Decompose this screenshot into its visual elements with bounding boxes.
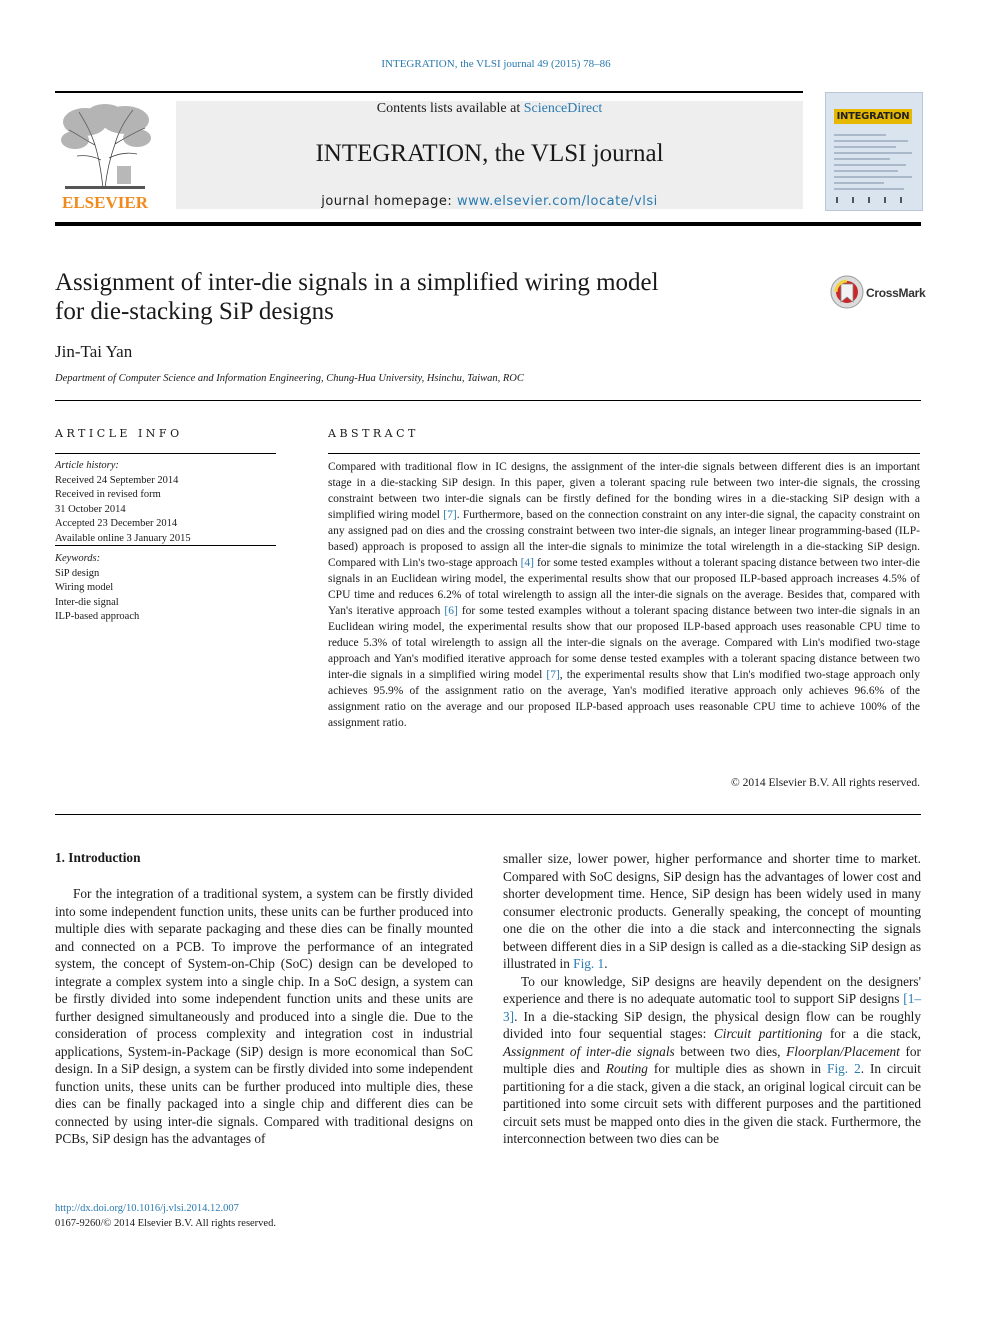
- keyword-item: ILP-based approach: [55, 611, 140, 622]
- section-heading-introduction: 1. Introduction: [55, 850, 141, 865]
- title-line-2: for die-stacking SiP designs: [55, 298, 334, 325]
- doi-link[interactable]: http://dx.doi.org/10.1016/j.vlsi.2014.12.007: [55, 1203, 239, 1214]
- masthead-top-rule: [55, 91, 803, 93]
- cover-title: INTEGRATION: [834, 109, 912, 124]
- history-item: Received in revised form: [55, 489, 161, 500]
- homepage-prefix: journal homepage:: [321, 194, 457, 209]
- crossmark-icon[interactable]: [830, 275, 864, 309]
- masthead-bottom-rule: [55, 222, 921, 226]
- abstract-copyright: © 2014 Elsevier B.V. All rights reserved.: [731, 777, 920, 789]
- intro-right-column: [503, 850, 921, 1148]
- cover-text-lines: [826, 129, 922, 209]
- author-name: Jin-Tai Yan: [55, 342, 133, 361]
- ref-link[interactable]: [1–3]: [503, 991, 921, 1024]
- ref-link[interactable]: [7]: [443, 509, 457, 521]
- article-info-rule-mid: [55, 545, 276, 546]
- elsevier-tree-icon: [55, 100, 155, 212]
- crossmark-label[interactable]: CrossMark: [866, 286, 926, 300]
- history-item: Accepted 23 December 2014: [55, 518, 178, 529]
- elsevier-wordmark: ELSEVIER: [62, 193, 148, 212]
- ref-link[interactable]: [4]: [520, 557, 534, 569]
- keyword-item: Inter-die signal: [55, 596, 119, 608]
- intro-left-column: [55, 885, 473, 1148]
- article-history: [55, 459, 276, 546]
- contents-line: [176, 101, 803, 117]
- keyword-item: SiP design: [55, 567, 100, 579]
- history-item: Received 24 September 2014: [55, 474, 179, 486]
- paragraph: For the integration of a traditional system, a system can be firstly divided into some independent function units, these units can be further produced into multiple dies with separate packaging and these dies can be finally mounted and connected on a PCB. To improve the performance of an integrated system, the concept of System-on-Chip (SoC) design can be developed to integrate a complex system into a single chip. In a SoC design, a system can be firstly divided into some independent function units and these units are further designed simultaneously and produced into a single die. Due to the consideration of process complexity and integration cost in industrial applications, System-in-Package (SiP) design is more economical than SoC design. In a SiP design, a system can be firstly divided into some independent function units, these units can be further produced into multiple dies, these dies can be finally packaged into a single chip and different dies can be connected by using inter-die signals. Compared with traditional designs on PCBs, SiP design has the advantages of: [55, 886, 473, 1146]
- abstract-rule: [328, 453, 920, 454]
- title-block-rule: [55, 400, 921, 401]
- abstract-heading: ABSTRACT: [328, 427, 419, 440]
- sciencedirect-link[interactable]: ScienceDirect: [523, 101, 603, 116]
- journal-name: INTEGRATION, the VLSI journal: [315, 140, 664, 167]
- homepage-line: [176, 194, 803, 209]
- contents-prefix: Contents lists available at: [376, 101, 524, 116]
- affiliation: Department of Computer Science and Information Engineering, Chung-Hua University, Hsinchu, Taiwan, ROC: [55, 373, 524, 384]
- footer: [55, 1201, 276, 1231]
- history-label: Article history:: [55, 460, 119, 471]
- homepage-link[interactable]: www.elsevier.com/locate/vlsi: [456, 194, 658, 209]
- keyword-item: Wiring model: [55, 582, 114, 593]
- article-info-heading: ARTICLE INFO: [55, 427, 183, 440]
- keywords-label: Keywords:: [55, 553, 101, 564]
- title-line-1: Assignment of inter-die signals in a simplified wiring model: [55, 269, 659, 296]
- ref-link[interactable]: [6]: [444, 605, 458, 617]
- abstract-bottom-rule: [55, 814, 921, 815]
- issn-line: 0167-9260/© 2014 Elsevier B.V. All rights reserved.: [55, 1218, 276, 1229]
- figure-link[interactable]: Fig. 1: [573, 956, 605, 971]
- keywords: [55, 552, 276, 625]
- history-item: 31 October 2014: [55, 503, 126, 515]
- paragraph: To our knowledge, SiP designs are heavily dependent on the designers' experience and there is no adequate automatic tool to support SiP designs [1–3]. In a die-stacking SiP design, the physical design flow can be roughly divided into four sequential stages: Circuit partitioning for a die stack, Assignment of inter-die signals between two dies, Floorplan/Placement for multiple dies and Routing for multiple dies as shown in Fig. 2. In circuit partitioning for a die stack, given a die stack, an original logical circuit can be partitioned into some circuit sets with different purposes and the partitioned circuit sets must be mapped onto dies in the given die stack. Furthermore, the interconnection between two dies can be: [503, 973, 922, 1146]
- ref-link[interactable]: [7]: [546, 669, 560, 681]
- article-info-rule-top: [55, 453, 276, 454]
- history-item: Available online 3 January 2015: [55, 532, 191, 544]
- article-title: [55, 268, 795, 326]
- abstract-text: Compared with traditional flow in IC designs, the assignment of the inter-die signals between different dies is an important stage in a die-stacking SiP design. In this paper, given a tolerant spacing rule between two inter-die signals, the crossing constraint between two inter-die signals can be firstly defined for the bonding wires in a die-stacking SiP design with a simplified wiring model [7]. Furthermore, based on the connection constraint on any inter-die signal, the capacity constraint on any assigned pad on dies and the crossing constraint between two inter-die signals, an integer linear programming-based (ILP-based) approach is proposed to assign all the inter-die signals to minimize the total wirelength in a die-stacking SiP design. Compared with Lin's two-stage approach [4] for some tested examples without a tolerant spacing distance between two inter-die signals in an Euclidean wiring model, the experimental results show that our proposed ILP-based approach increases 4.5% of CPU time and reduces 6.2% of total wirelength to assign all the inter-die signals on the average. Besides that, compared with Yan's iterative approach [6] for some tested examples without a tolerant spacing distance between two inter-die signals in an Euclidean wiring model, the experimental results show that our proposed ILP-based approach uses reasonable CPU time to reduce 5.3% of total wirelength to assign all the inter-die signals on the average. Compared with Lin's modified two-stage approach and Yan's modified iterative approach for some dense tested examples with a tolerant spacing distance between two inter-die signals in a simplified wiring model [7], the experimental results show that Lin's modified two-stage approach only achieves 95.9% of the assignment ratio on the average, Yan's modified iterative approach only achieves 96.6% of the assignment ratio on the average and our proposed ILP-based approach uses reasonable CPU time to achieve 100% of the assignment ratio.: [328, 461, 921, 729]
- journal-cover-thumbnail[interactable]: [825, 92, 923, 211]
- paragraph: smaller size, lower power, higher performance and shorter time to market. Compared with SoC designs, SiP design has the advantages of lower cost and shorter development time. Hence, SiP design has been widely used in many consumer electronic products. Generally speaking, the concept of mounting one die on the other die into a die stack and interconnecting the signals between different dies in a SiP design is called as a die-stacking SiP design as illustrated in Fig. 1.: [503, 851, 921, 971]
- running-head: INTEGRATION, the VLSI journal 49 (2015) 78–86: [381, 58, 611, 70]
- elsevier-logo[interactable]: [55, 100, 155, 212]
- figure-link[interactable]: Fig. 2: [827, 1061, 861, 1076]
